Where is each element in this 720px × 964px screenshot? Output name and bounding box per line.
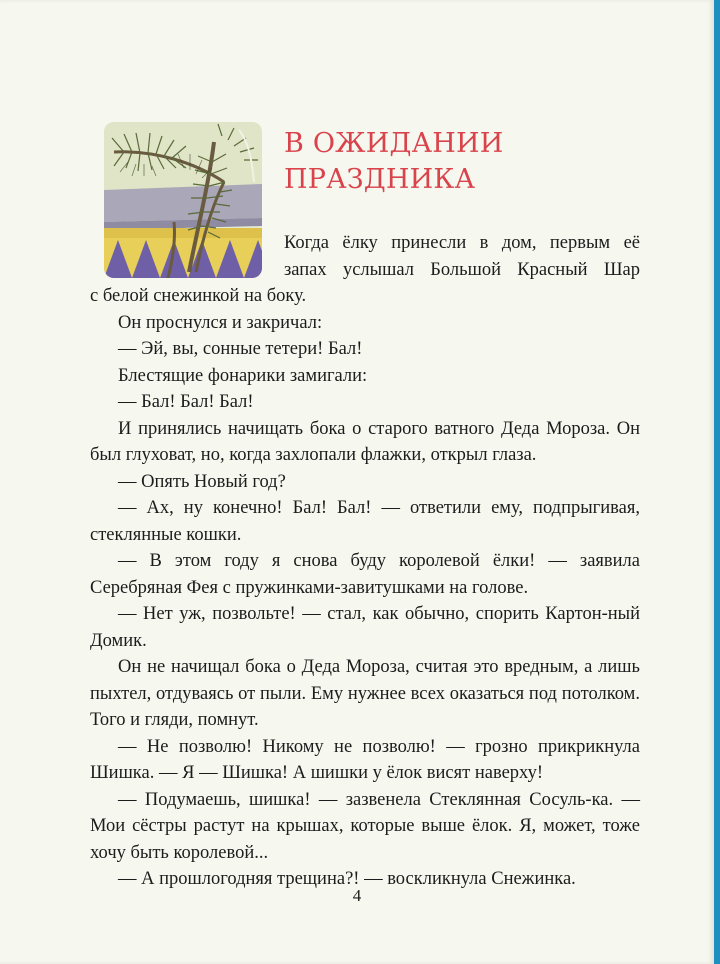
story-paragraph: — Эй, вы, сонные тетери! Бал! xyxy=(118,339,363,359)
story-paragraph: И принялись начищать бока о старого ватного Деда Мороза. Он был глуховат, но, когда захлопали флажки, открыл глаза. xyxy=(90,418,640,465)
story-paragraph: — Бал! Бал! Бал! xyxy=(118,392,254,412)
story-paragraph: Когда ёлку принесли в дом, первым её xyxy=(284,233,640,253)
story-paragraph: — А прошлогодняя трещина?! — воскликнула Снежинка. xyxy=(118,869,576,889)
story-text xyxy=(90,230,640,893)
story-paragraph: — В этом году я снова буду королевой ёлки! — заявила Серебряная Фея с пружинками-завитушками на голове. xyxy=(90,551,640,598)
chapter-title-line-1: В ОЖИДАНИИ xyxy=(284,128,504,159)
story-paragraph: Он проснулся и закричал: xyxy=(118,312,323,333)
story-paragraph: Он не начищал бока о Деда Мороза, считая это вредным, а лишь пыхтел, отдуваясь от пыли. Ему нужнее всех оказаться под потолком. Того и гляди, помнут. xyxy=(90,657,640,730)
story-paragraph: с белой снежинкой на боку. xyxy=(90,286,307,306)
story-paragraph: Блестящие фонарики замигали: xyxy=(118,365,368,386)
story-paragraph: запах услышал Большой Красный Шар xyxy=(284,259,640,280)
story-paragraph: — Не позволю! Никому не позволю! — грозно прикрикнула Шишка. — Я — Шишка! А шишки у ёлок висят наверху! xyxy=(90,736,640,783)
page-number: 4 xyxy=(352,886,362,905)
chapter-title xyxy=(284,126,503,198)
chapter-title-line-2: ПРАЗДНИКА xyxy=(284,164,476,195)
story-paragraph: — Ах, ну конечно! Бал! Бал! — ответили ему, подпрыгивая, стеклянные кошки. xyxy=(90,498,640,545)
story-paragraph: — Подумаешь, шишка! — зазвенела Стеклянная Сосуль-ка. — Мои сёстры растут на крышах, которые выше ёлок. Я, может, тоже хочу быть королевой... xyxy=(90,789,640,863)
story-paragraph: — Нет уж, позвольте! — стал, как обычно, спорить Картон-ный Домик. xyxy=(90,604,640,651)
story-paragraph: — Опять Новый год? xyxy=(118,471,286,492)
